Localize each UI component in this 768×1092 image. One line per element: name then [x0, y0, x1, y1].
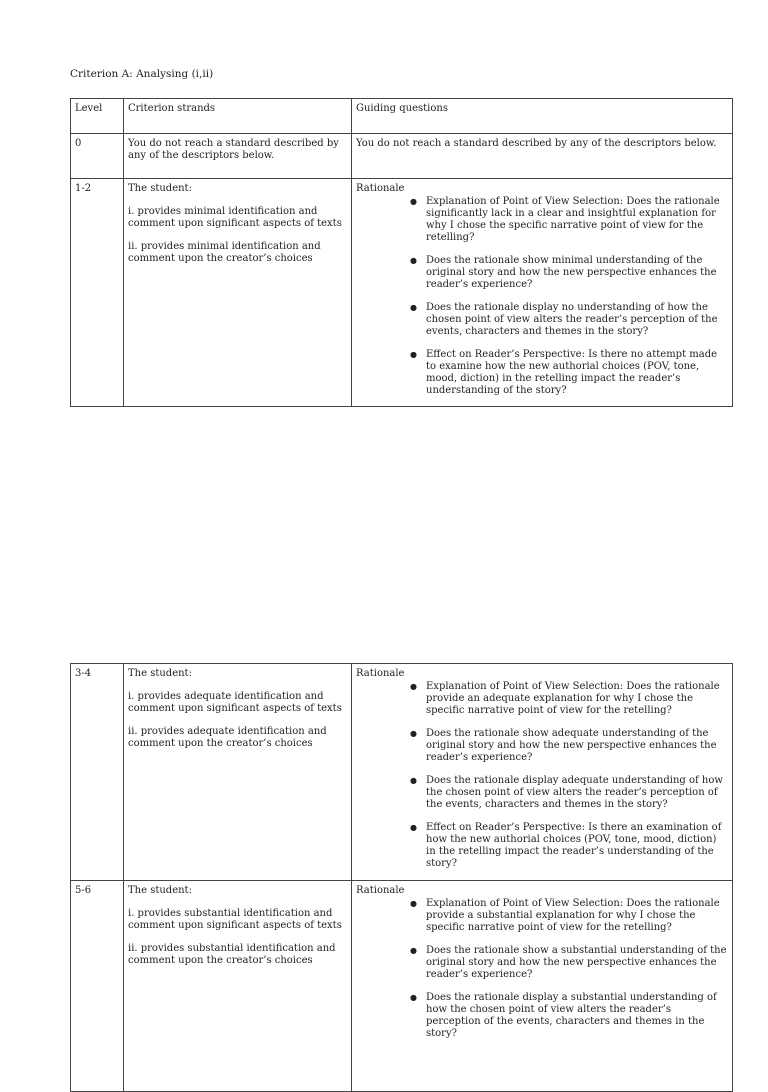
strand-cell	[124, 134, 352, 179]
strand-i: i. provides adequate identification and comment upon significant aspects of texts	[128, 691, 342, 714]
guiding-question: ● Does the rationale display adequate understanding of how the chosen point of view alters the reader’s perception of the events, characters and themes in the story?	[410, 775, 723, 810]
document-title: Criterion A: Analysing (i,ii)	[70, 68, 214, 80]
level-cell: 5-6	[71, 881, 124, 1092]
guiding-question: ● Does the rationale display a substantial understanding of how the chosen point of view alters the reader’s perception of the events, characters and themes in the story?	[410, 992, 717, 1039]
guiding-question: ● Does the rationale show a substantial understanding of the original story and how the new perspective enhances the reader’s experience?	[410, 945, 727, 980]
guiding-question: ● Does the rationale show minimal understanding of the original story and how the new perspective enhances the reader’s experience?	[410, 255, 717, 290]
guide-cell	[352, 881, 733, 1092]
strand-intro: The student:	[128, 885, 192, 896]
rubric-table-1	[70, 98, 733, 407]
strand-cell	[124, 664, 352, 881]
table-row-level-1-2	[71, 179, 733, 407]
bullet-icon: ●	[410, 303, 417, 312]
guiding-question: ● Effect on Reader’s Perspective: Is there an examination of how the new authorial choices (POV, tone, mood, diction) in the retelling impact the reader’s understanding of the story?	[410, 822, 722, 869]
guide-cell: You do not reach a standard described by any of the descriptors below.	[352, 134, 733, 179]
table-row-level-0	[71, 134, 733, 179]
strand-ii: ii. provides adequate identification and comment upon the creator’s choices	[128, 726, 327, 749]
bullet-icon: ●	[410, 823, 417, 832]
guiding-question-list	[356, 898, 728, 1040]
strand-intro: The student:	[128, 183, 192, 194]
bullet-icon: ●	[410, 729, 417, 738]
bullet-icon: ●	[410, 993, 417, 1002]
table-row-level-3-4	[71, 664, 733, 881]
guiding-question: ● Does the rationale show adequate understanding of the original story and how the new perspective enhances the reader’s experience?	[410, 728, 717, 763]
bullet-icon: ●	[410, 256, 417, 265]
rationale-label: Rationale	[356, 885, 405, 896]
guide-cell	[352, 179, 733, 407]
bullet-icon: ●	[410, 682, 417, 691]
table-row-level-5-6	[71, 881, 733, 1092]
guiding-question: ● Explanation of Point of View Selection: Does the rationale provide a substantial explanation for why I chose the specific narrative point of view for the retelling?	[410, 898, 720, 933]
rubric-table-2	[70, 663, 733, 1092]
header-criterion-strands: Criterion strands	[124, 99, 352, 134]
strand-ii: ii. provides minimal identification and comment upon the creator’s choices	[128, 241, 321, 264]
header-guiding-questions: Guiding questions	[352, 99, 733, 134]
guide-cell	[352, 664, 733, 881]
guiding-question: ● Explanation of Point of View Selection: Does the rationale significantly lack in a clear and insightful explanation for why I chose the specific narrative point of view for the retelling?	[410, 196, 720, 243]
guiding-question: ● Does the rationale display no understanding of how the chosen point of view alters the reader’s perception of the events, characters and themes in the story?	[410, 302, 718, 337]
level-cell: 3-4	[71, 664, 124, 881]
bullet-icon: ●	[410, 776, 417, 785]
bullet-icon: ●	[410, 946, 417, 955]
bullet-icon: ●	[410, 899, 417, 908]
bullet-icon: ●	[410, 197, 417, 206]
strand-cell	[124, 179, 352, 407]
strand-text: You do not reach a standard described by any of the descriptors below.	[128, 138, 339, 161]
rationale-label: Rationale	[356, 668, 405, 679]
strand-ii: ii. provides substantial identification and comment upon the creator’s choices	[128, 943, 336, 966]
header-level: Level	[71, 99, 124, 134]
bullet-icon: ●	[410, 350, 417, 359]
table-header-row	[71, 99, 733, 134]
rationale-label: Rationale	[356, 183, 405, 194]
guiding-question: ● Effect on Reader’s Perspective: Is there no attempt made to examine how the new authorial choices (POV, tone, mood, diction) in the retelling impact the reader’s understanding of the story?	[410, 349, 718, 396]
guiding-question-list	[356, 196, 728, 397]
strand-i: i. provides minimal identification and comment upon significant aspects of texts	[128, 206, 342, 229]
strand-cell	[124, 881, 352, 1092]
level-cell: 1-2	[71, 179, 124, 407]
level-cell: 0	[71, 134, 124, 179]
guiding-question-list	[356, 681, 728, 870]
guiding-question: ● Explanation of Point of View Selection: Does the rationale provide an adequate explanation for why I chose the specific narrative point of view for the retelling?	[410, 681, 720, 716]
strand-i: i. provides substantial identification and comment upon significant aspects of texts	[128, 908, 342, 931]
strand-intro: The student:	[128, 668, 192, 679]
